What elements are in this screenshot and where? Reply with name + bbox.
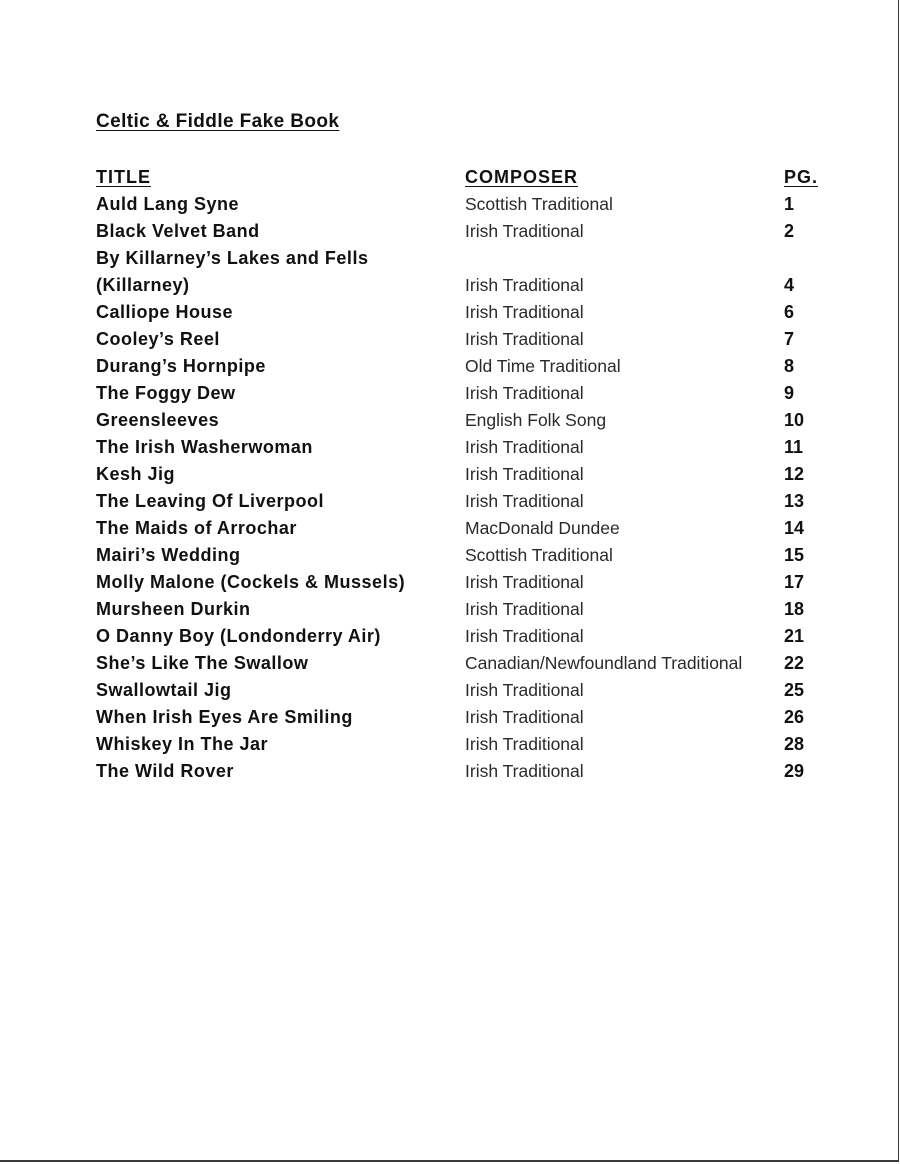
page-number: 29 — [784, 761, 805, 781]
page-number: 14 — [784, 518, 805, 538]
song-title: When Irish Eyes Are Smiling — [96, 707, 353, 727]
song-composer: Irish Traditional — [465, 302, 584, 322]
table-row — [96, 353, 836, 380]
page-number: 8 — [784, 356, 795, 376]
table-row — [96, 272, 836, 299]
table-row — [96, 245, 836, 272]
table-row — [96, 677, 836, 704]
document-title: Celtic & Fiddle Fake Book — [96, 111, 340, 132]
page-number: 26 — [784, 707, 805, 727]
page-number: 12 — [784, 464, 805, 484]
page-number: 1 — [784, 194, 795, 214]
song-composer: Irish Traditional — [465, 221, 584, 241]
song-title: Kesh Jig — [96, 464, 176, 484]
table-row — [96, 704, 836, 731]
page-number: 9 — [784, 383, 795, 403]
header-row — [96, 164, 836, 191]
song-title: The Irish Washerwoman — [96, 437, 313, 457]
song-title: The Wild Rover — [96, 761, 234, 781]
table-row — [96, 515, 836, 542]
song-title: By Killarney’s Lakes and Fells — [96, 248, 369, 268]
table-row — [96, 488, 836, 515]
table-row — [96, 380, 836, 407]
page-number: 11 — [784, 437, 804, 457]
song-title: She’s Like The Swallow — [96, 653, 309, 673]
song-title: (Killarney) — [96, 275, 190, 295]
song-composer: Irish Traditional — [465, 491, 584, 511]
song-title: Calliope House — [96, 302, 234, 322]
table-row — [96, 569, 836, 596]
song-composer: Irish Traditional — [465, 383, 584, 403]
table-row — [96, 407, 836, 434]
song-composer: Irish Traditional — [465, 599, 584, 619]
song-composer: Irish Traditional — [465, 572, 584, 592]
page-number: 4 — [784, 275, 795, 295]
song-composer: English Folk Song — [465, 410, 607, 430]
song-title: Black Velvet Band — [96, 221, 260, 241]
page-number: 21 — [784, 626, 805, 646]
song-title: Durang’s Hornpipe — [96, 356, 266, 376]
table-row — [96, 299, 836, 326]
page-number: 6 — [784, 302, 795, 322]
song-composer: Irish Traditional — [465, 329, 584, 349]
entry-list — [96, 191, 836, 785]
table-row — [96, 623, 836, 650]
table-row — [96, 731, 836, 758]
song-composer: Scottish Traditional — [465, 545, 613, 565]
song-title: The Leaving Of Liverpool — [96, 491, 325, 511]
song-composer: Irish Traditional — [465, 275, 584, 295]
song-title: O Danny Boy (Londonderry Air) — [96, 626, 381, 646]
page-number: 13 — [784, 491, 805, 511]
page-number: 2 — [784, 221, 795, 241]
table-row — [96, 542, 836, 569]
header-composer: COMPOSER — [465, 167, 579, 187]
song-composer: Irish Traditional — [465, 437, 584, 457]
page-number: 22 — [784, 653, 805, 673]
table-row — [96, 326, 836, 353]
song-title: Mursheen Durkin — [96, 599, 251, 619]
song-composer: Old Time Traditional — [465, 356, 621, 376]
song-title: Greensleeves — [96, 410, 220, 430]
song-composer: Irish Traditional — [465, 464, 584, 484]
table-of-contents — [96, 164, 836, 785]
song-composer: MacDonald Dundee — [465, 518, 620, 538]
page-number: 17 — [784, 572, 805, 592]
song-title: Mairi’s Wedding — [96, 545, 241, 565]
page-number: 28 — [784, 734, 805, 754]
page-number: 25 — [784, 680, 805, 700]
page-number: 7 — [784, 329, 795, 349]
song-title: Auld Lang Syne — [96, 194, 240, 214]
song-title: Whiskey In The Jar — [96, 734, 269, 754]
table-row — [96, 596, 836, 623]
table-row — [96, 758, 836, 785]
song-title: The Foggy Dew — [96, 383, 236, 403]
song-composer: Irish Traditional — [465, 734, 584, 754]
page-number: 10 — [784, 410, 805, 430]
song-title: Swallowtail Jig — [96, 680, 232, 700]
table-row — [96, 191, 836, 218]
song-title: Cooley’s Reel — [96, 329, 220, 349]
song-composer: Irish Traditional — [465, 626, 584, 646]
song-title: Molly Malone (Cockels & Mussels) — [96, 572, 406, 592]
header-title: TITLE — [96, 167, 151, 187]
page-number: 18 — [784, 599, 805, 619]
song-title: The Maids of Arrochar — [96, 518, 297, 538]
song-composer: Irish Traditional — [465, 680, 584, 700]
song-composer: Scottish Traditional — [465, 194, 613, 214]
header-page: PG. — [784, 167, 819, 187]
song-composer: Irish Traditional — [465, 761, 584, 781]
table-row — [96, 434, 836, 461]
table-row — [96, 461, 836, 488]
song-composer: Canadian/Newfoundland Traditional — [465, 653, 743, 673]
table-row — [96, 650, 836, 677]
table-row — [96, 218, 836, 245]
page-number: 15 — [784, 545, 805, 565]
song-composer: Irish Traditional — [465, 707, 584, 727]
